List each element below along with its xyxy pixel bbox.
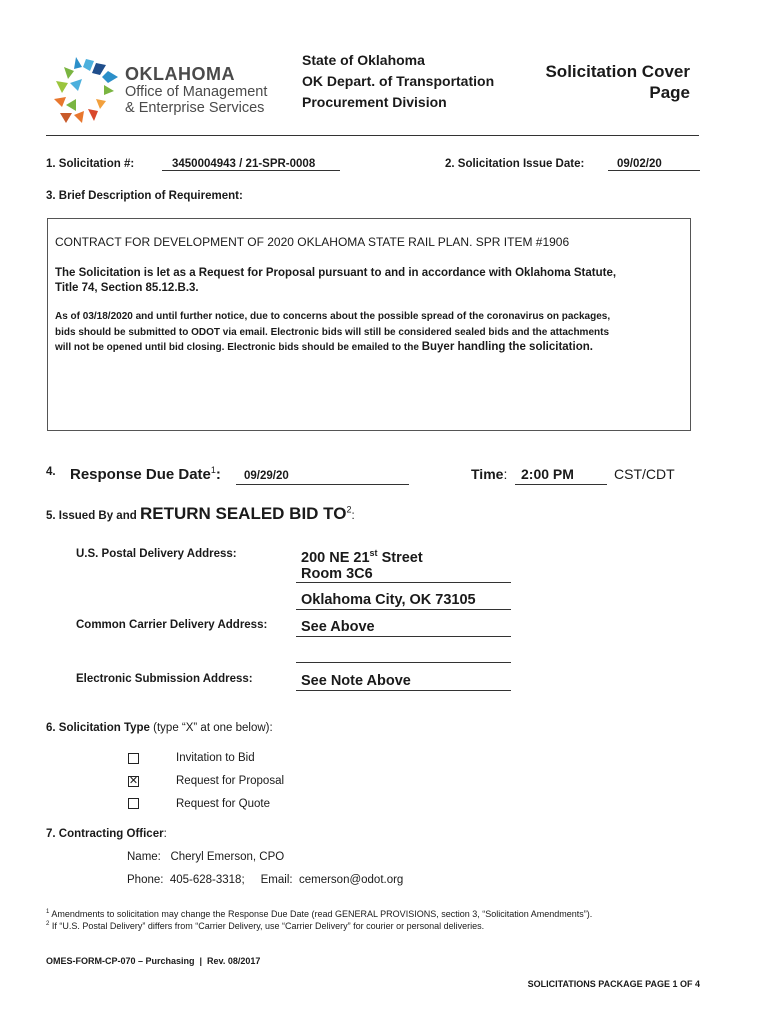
issued-by-prefix: 5. Issued By and — [46, 510, 140, 522]
agency-state: State of Oklahoma — [302, 52, 425, 68]
logo-word-enterprise: & Enterprise Services — [125, 100, 265, 116]
extra-address-underline — [296, 662, 511, 663]
postal-address-line1 — [301, 548, 423, 566]
form-identifier: OMES-FORM-CP-070 – Purchasing | Rev. 08/2017 — [46, 956, 261, 966]
issue-date-value: 09/02/20 — [608, 158, 700, 171]
carrier-address-label: Common Carrier Delivery Address: — [76, 619, 268, 631]
issued-by-return-sealed: RETURN SEALED BID TO — [139, 504, 347, 523]
request-for-proposal-checkbox[interactable]: ✕ — [128, 775, 139, 787]
covid-note-line3b: Buyer handling the solicitation. — [421, 341, 593, 353]
oklahoma-star-logo-icon — [52, 55, 122, 127]
page-title-line1: Solicitation Cover — [545, 62, 690, 81]
contracting-officer-label: 7. Contracting Officer — [46, 828, 164, 840]
postal-address-line1-sup: st — [369, 548, 378, 558]
response-time-label — [471, 466, 507, 482]
solicitation-number-value: 3450004943 / 21-SPR-0008 — [162, 158, 340, 171]
footnote-2-marker: 2 — [46, 921, 50, 927]
carrier-address-value: See Above — [301, 619, 375, 635]
invitation-to-bid-checkbox[interactable] — [128, 753, 139, 764]
postal-address-line1-b: Street — [377, 549, 423, 566]
description-statute-line2: Title 74, Section 85.12.B.3. — [55, 282, 199, 294]
request-for-quote-checkbox[interactable] — [128, 798, 139, 809]
contracting-officer-contact: Phone: 405-628-3318; Email: cemerson@odot.org — [127, 874, 404, 886]
response-time-colon: : — [503, 466, 508, 482]
response-due-sup: 1 — [210, 465, 216, 475]
page-title-line2: Page — [649, 83, 690, 102]
contracting-officer-heading — [46, 828, 167, 840]
postal-address-line2: Room 3C6 — [301, 566, 373, 582]
postal-address-underline-1 — [296, 582, 511, 583]
response-time-value: 2:00 PM — [515, 466, 607, 485]
electronic-address-underline — [296, 690, 511, 691]
response-due-label-text: Response Due Date — [70, 466, 211, 483]
postal-address-line1-a: 200 NE 21 — [301, 549, 370, 566]
postal-address-line3: Oklahoma City, OK 73105 — [301, 592, 476, 608]
contracting-officer-name: Name: Cheryl Emerson, CPO — [127, 851, 285, 863]
solicitation-type-label: 6. Solicitation Type — [46, 722, 150, 734]
carrier-address-underline — [296, 636, 511, 637]
issue-date-label: 2. Solicitation Issue Date: — [445, 158, 585, 170]
invitation-to-bid-label: Invitation to Bid — [176, 752, 255, 764]
logo-word-office: Office of Management — [125, 84, 268, 100]
request-for-quote-label: Request for Quote — [176, 798, 270, 810]
page-title — [520, 61, 690, 103]
request-for-proposal-label: Request for Proposal — [176, 775, 285, 787]
logo-word-oklahoma: OKLAHOMA — [125, 64, 235, 84]
contracting-officer-colon: : — [163, 828, 167, 840]
footnote-1 — [46, 909, 592, 919]
electronic-address-value: See Note Above — [301, 673, 411, 689]
solicitation-type-heading — [46, 722, 273, 734]
brief-description-label: 3. Brief Description of Requirement: — [46, 190, 243, 202]
description-title: CONTRACT FOR DEVELOPMENT OF 2020 OKLAHOMA STATE RAIL PLAN. SPR ITEM #1906 — [55, 235, 570, 249]
postal-address-underline-2 — [296, 609, 511, 610]
response-due-date-value: 09/29/20 — [236, 470, 409, 485]
response-time-label-text: Time — [471, 466, 504, 482]
issued-by-sup: 2 — [346, 504, 352, 515]
footnote-2-text: If “U.S. Postal Delivery” differs from “Carrier Delivery, use “Carrier Delivery” for courier or personal deliveries. — [49, 921, 485, 931]
response-due-label — [70, 465, 221, 483]
covid-note-line2: bids should be submitted to ODOT via email. Electronic bids will still be considered sealed bids and the attachments — [55, 326, 610, 338]
description-covid-note — [55, 309, 687, 356]
covid-note-line1: As of 03/18/2020 and until further notice, due to concerns about the possible spread of the coronavirus on packages, — [55, 311, 611, 322]
response-due-colon: : — [215, 466, 221, 483]
postal-address-label: U.S. Postal Delivery Address: — [76, 548, 237, 560]
issued-by-heading — [46, 504, 355, 524]
covid-note-line3 — [55, 340, 687, 356]
description-statute — [55, 266, 687, 296]
solicitation-number-label: 1. Solicitation #: — [46, 158, 135, 170]
footnote-1-text: Amendments to solicitation may change the Response Due Date (read GENERAL PROVISIONS, section 3, “Solicitation Amendments”). — [49, 909, 593, 919]
covid-note-line3a: will not be opened until bid closing. Electronic bids should be emailed to the — [55, 342, 422, 353]
agency-division: Procurement Division — [302, 94, 447, 110]
agency-department: OK Depart. of Transportation — [302, 73, 495, 89]
electronic-address-label: Electronic Submission Address: — [76, 673, 253, 685]
footnote-1-marker: 1 — [46, 909, 50, 915]
description-statute-line1: The Solicitation is let as a Request for Proposal pursuant to and in accordance with Oklahoma Statute, — [55, 267, 617, 279]
issued-by-colon: : — [351, 510, 355, 522]
footnote-2 — [46, 921, 484, 931]
response-timezone: CST/CDT — [614, 466, 675, 482]
page-number: SOLICITATIONS PACKAGE PAGE 1 OF 4 — [527, 979, 700, 989]
response-due-number: 4. — [46, 466, 56, 478]
header-divider — [46, 135, 699, 136]
solicitation-type-instruction: (type “X” at one below): — [149, 722, 273, 734]
